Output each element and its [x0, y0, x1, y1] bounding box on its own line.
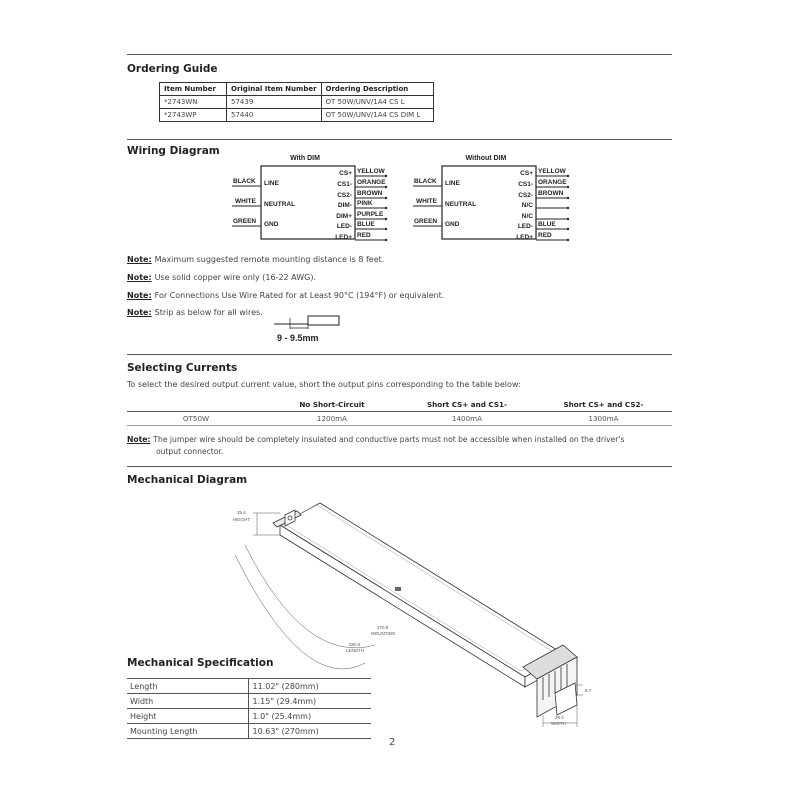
- svg-text:BLACK: BLACK: [233, 178, 256, 185]
- svg-text:LED-: LED-: [517, 223, 533, 230]
- svg-text:BROWN: BROWN: [538, 190, 564, 197]
- height-dimension-value: 25.4: [237, 510, 246, 515]
- table-row: [127, 709, 371, 724]
- mechanical-spec-title: Mechanical Specification: [127, 657, 274, 669]
- output-cs1: [337, 179, 387, 188]
- table-row: [127, 679, 371, 694]
- svg-text:RED: RED: [538, 232, 552, 239]
- svg-text:LINE: LINE: [264, 180, 279, 187]
- output-led-plus: [516, 232, 569, 241]
- output-led-minus: [337, 221, 387, 230]
- svg-text:LED+: LED+: [335, 234, 352, 241]
- table-header: Short CS+ and CS1-: [399, 398, 535, 412]
- svg-text:YELLOW: YELLOW: [357, 168, 385, 175]
- svg-text:PURPLE: PURPLE: [357, 211, 384, 218]
- output-cs2: [518, 190, 569, 199]
- table-cell: Length: [127, 679, 248, 694]
- table-cell: 1.0" (25.4mm): [248, 709, 371, 724]
- svg-text:CS1-: CS1-: [337, 181, 352, 188]
- svg-text:CS+: CS+: [339, 170, 352, 177]
- svg-text:BLACK: BLACK: [414, 178, 437, 185]
- table-header: Original Item Number: [227, 83, 322, 96]
- output-cs-plus: [520, 168, 569, 177]
- output-cs1: [518, 179, 569, 188]
- without-dim-heading: Without DIM: [465, 155, 507, 162]
- table-row: [127, 724, 371, 739]
- input-green: [413, 218, 460, 228]
- svg-text:DIM+: DIM+: [336, 213, 352, 220]
- table-header: [127, 398, 265, 412]
- length-dimension-value: 280.0: [349, 642, 361, 647]
- table-cell: Mounting Length: [127, 724, 248, 739]
- table-cell: Height: [127, 709, 248, 724]
- input-black: [413, 178, 460, 187]
- svg-text:GREEN: GREEN: [414, 218, 438, 225]
- side-dimension-value: 8.7: [585, 688, 592, 693]
- table-cell: 1200mA: [265, 412, 399, 426]
- height-dimension-label: HEIGHT: [233, 517, 251, 522]
- note-mounting-distance: Note: Maximum suggested remote mounting distance is 8 feet.: [127, 255, 385, 264]
- svg-text:CS+: CS+: [520, 170, 533, 177]
- table-header: Ordering Description: [321, 83, 433, 96]
- table-header: No Short-Circuit: [265, 398, 399, 412]
- svg-text:RED: RED: [357, 232, 371, 239]
- output-cs2: [337, 190, 387, 199]
- selecting-currents-title: Selecting Currents: [127, 362, 238, 374]
- svg-text:GND: GND: [264, 221, 279, 228]
- strip-length-label: 9 - 9.5mm: [277, 333, 319, 343]
- svg-text:DIM-: DIM-: [337, 202, 352, 209]
- width-dimension-label: WIDTH: [551, 721, 566, 726]
- output-led-plus: [335, 232, 387, 241]
- table-cell: *2743WP: [160, 109, 227, 122]
- output-nc: [522, 202, 569, 209]
- note-wire-type: Note: Use solid copper wire only (16-22 AWG).: [127, 273, 316, 282]
- page-number: 2: [389, 737, 396, 748]
- mounting-dimension-label: MOUNTING: [371, 631, 396, 636]
- selecting-currents-intro: To select the desired output current value, short the output pins corresponding to the table below:: [127, 380, 521, 389]
- table-cell: 1300mA: [535, 412, 672, 426]
- table-cell: 10.63" (270mm): [248, 724, 371, 739]
- table-header: Item Number: [160, 83, 227, 96]
- table-row: [127, 412, 672, 426]
- note-jumper-wire: Note: The jumper wire should be completely insulated and conductive parts must not be accessible when installed on the driver's: [127, 435, 625, 444]
- table-cell: 1.15" (29.4mm): [248, 694, 371, 709]
- input-green: [232, 218, 279, 228]
- section-rule: [127, 354, 672, 355]
- svg-text:GND: GND: [445, 221, 460, 228]
- note-jumper-wire-cont: output connector.: [156, 447, 224, 456]
- svg-text:LED-: LED-: [336, 223, 352, 230]
- section-rule: [127, 466, 672, 467]
- table-cell: OT50W: [127, 412, 265, 426]
- output-dim-plus: [336, 211, 387, 220]
- length-dimension-label: LENGTH: [346, 648, 365, 653]
- note-strip: Note: Strip as below for all wires.: [127, 308, 263, 317]
- svg-text:ORANGE: ORANGE: [357, 179, 386, 186]
- svg-text:BROWN: BROWN: [357, 190, 383, 197]
- mounting-dimension-value: 270.0: [377, 625, 389, 630]
- svg-text:CS2-: CS2-: [337, 192, 352, 199]
- output-cs-plus: [339, 168, 387, 177]
- note-wire-rating: Note: For Connections Use Wire Rated for at Least 90°C (194°F) or equivalent.: [127, 291, 445, 300]
- table-cell: 1400mA: [399, 412, 535, 426]
- svg-text:WHITE: WHITE: [235, 198, 256, 205]
- table-cell: OT 50W/UNV/1A4 CS DIM L: [321, 109, 433, 122]
- input-white: [232, 198, 295, 208]
- table-cell: 57440: [227, 109, 322, 122]
- currents-table: [127, 398, 672, 426]
- svg-text:GREEN: GREEN: [233, 218, 257, 225]
- table-cell: *2743WN: [160, 96, 227, 109]
- output-nc: [522, 213, 569, 220]
- svg-text:ORANGE: ORANGE: [538, 179, 567, 186]
- svg-text:BLUE: BLUE: [357, 221, 375, 228]
- svg-text:N/C: N/C: [521, 213, 533, 220]
- table-cell: Width: [127, 694, 248, 709]
- svg-text:YELLOW: YELLOW: [538, 168, 566, 175]
- svg-text:CS1-: CS1-: [518, 181, 533, 188]
- wiring-diagram: [0, 0, 800, 260]
- mechanical-diagram-title: Mechanical Diagram: [127, 474, 248, 486]
- table-row: [127, 694, 371, 709]
- svg-text:N/C: N/C: [521, 202, 533, 209]
- svg-text:LINE: LINE: [445, 180, 460, 187]
- input-white: [413, 198, 476, 208]
- ordering-guide-title: Ordering Guide: [127, 63, 218, 75]
- wiring-diagram-title: Wiring Diagram: [127, 145, 220, 157]
- output-led-minus: [518, 221, 569, 230]
- svg-text:NEUTRAL: NEUTRAL: [264, 201, 296, 208]
- svg-text:NEUTRAL: NEUTRAL: [445, 201, 477, 208]
- output-dim-minus: [338, 200, 387, 209]
- mechanical-spec-table: [127, 678, 371, 739]
- svg-text:WHITE: WHITE: [416, 198, 437, 205]
- table-cell: OT 50W/UNV/1A4 CS L: [321, 96, 433, 109]
- table-cell: 11.02" (280mm): [248, 679, 371, 694]
- svg-text:CS2-: CS2-: [518, 192, 533, 199]
- svg-text:BLUE: BLUE: [538, 221, 556, 228]
- width-dimension-value: 29.4: [555, 715, 564, 720]
- input-black: [232, 178, 279, 187]
- svg-text:PINK: PINK: [357, 200, 373, 207]
- table-header: Short CS+ and CS2-: [535, 398, 672, 412]
- svg-text:LED+: LED+: [516, 234, 533, 241]
- with-dim-heading: With DIM: [290, 155, 320, 162]
- table-cell: 57439: [227, 96, 322, 109]
- table-header-row: [127, 398, 672, 412]
